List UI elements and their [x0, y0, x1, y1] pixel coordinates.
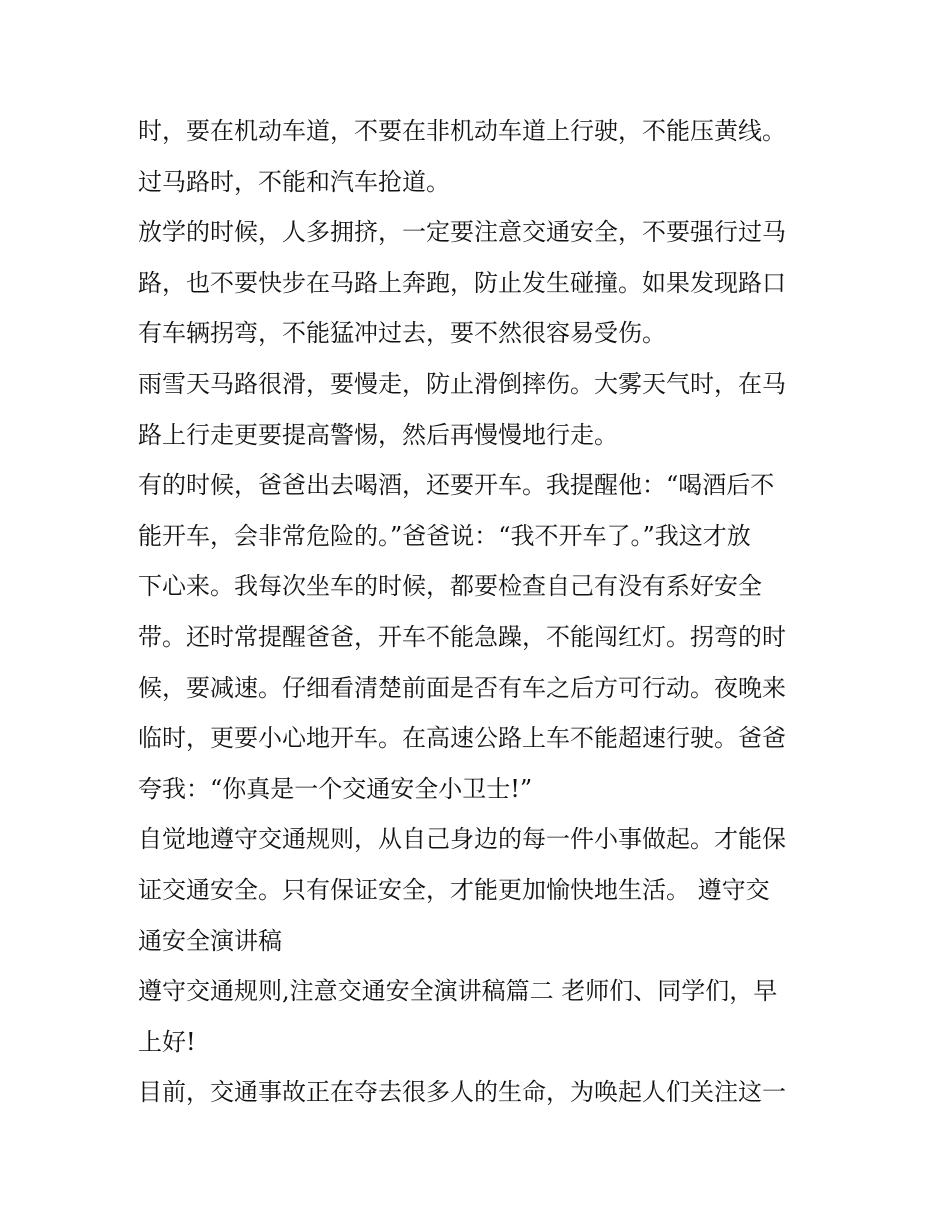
text-line: 雨雪天马路很滑，要慢走，防止滑倒摔伤。大雾天气时，在马 — [138, 369, 786, 398]
text-line: 上好! — [138, 1027, 196, 1056]
body-text — [138, 106, 818, 1118]
text-line: 放学的时候，人多拥挤，一定要注意交通安全，不要强行过马 — [138, 218, 786, 247]
text-line: 下心来。我每次坐车的时候，都要检查自己有没有系好安全 — [138, 572, 762, 601]
text-line: 能开车，会非常危险的。”爸爸说：“我不开车了。”我这才放 — [138, 521, 751, 550]
text-line: 遵守交通规则,注意交通安全演讲稿篇二 老师们、同学们，早 — [138, 977, 778, 1006]
text-line: 候，要减速。仔细看清楚前面是否有车之后方可行动。夜晚来 — [138, 673, 786, 702]
text-line: 证交通安全。只有保证安全，才能更加愉快地生活。 遵守交 — [138, 875, 770, 904]
text-line: 有的时候，爸爸出去喝酒，还要开车。我提醒他：“喝酒后不 — [138, 471, 775, 500]
text-line: 路上行走更要提高警惕，然后再慢慢地行走。 — [138, 420, 618, 449]
text-line: 通安全演讲稿 — [138, 926, 282, 955]
text-line: 路，也不要快步在马路上奔跑，防止发生碰撞。如果发现路口 — [138, 268, 786, 297]
text-line: 有车辆拐弯，不能猛冲过去，要不然很容易受伤。 — [138, 319, 666, 348]
text-line: 自觉地遵守交通规则，从自己身边的每一件小事做起。才能保 — [138, 825, 786, 854]
text-line: 目前，交通事故正在夺去很多人的生命，为唤起人们关注这一 — [138, 1078, 786, 1107]
text-line: 带。还时常提醒爸爸，开车不能急躁，不能闯红灯。拐弯的时 — [138, 622, 786, 651]
text-line: 临时，更要小心地开车。在高速公路上车不能超速行驶。爸爸 — [138, 724, 786, 753]
text-line: 时，要在机动车道，不要在非机动车道上行驶，不能压黄线。 — [138, 117, 786, 145]
text-line: 过马路时，不能和汽车抢道。 — [138, 167, 450, 196]
text-line: 夸我：“你真是一个交通安全小卫士!” — [138, 774, 533, 803]
